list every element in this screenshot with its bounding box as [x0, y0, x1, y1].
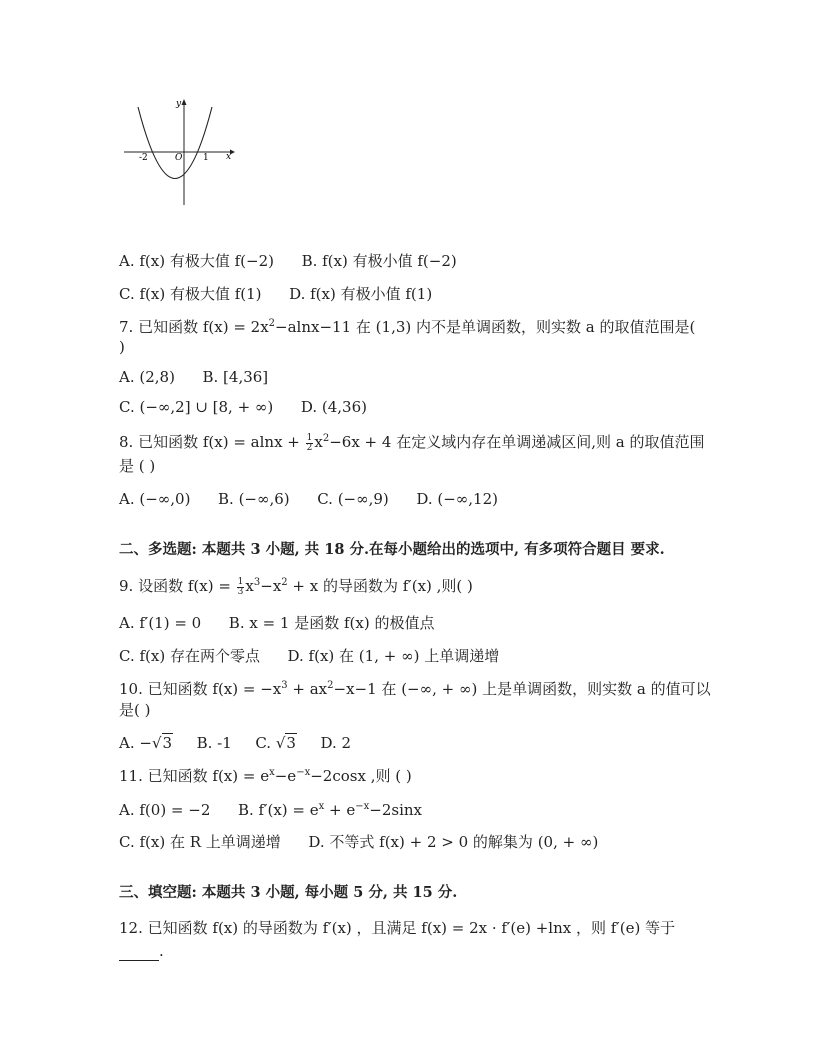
q9-stem-post: + x 的导函数为 f′(x) ,则( ) [287, 577, 473, 595]
q6-options-row2 [119, 284, 432, 304]
q6-option-a[interactable]: A. f(x) 有极大值 f(−2) [119, 252, 274, 270]
tick-label-1: 1 [203, 153, 209, 163]
q7-option-b[interactable]: B. [4,36] [202, 368, 269, 386]
q10-option-a-radicand: 3 [162, 734, 173, 752]
q10-option-c-radicand: 3 [286, 734, 296, 752]
q8-stem-x: x [314, 433, 323, 451]
q8-frac-num: 1 [306, 432, 313, 443]
q8-option-a[interactable]: A. (−∞,0) [119, 490, 191, 508]
q10-stem-line2: 是( ) [119, 701, 151, 719]
q10-option-b[interactable]: B. -1 [196, 734, 232, 752]
q8-option-c[interactable]: C. (−∞,9) [317, 490, 389, 508]
q9-mid: −x [260, 577, 282, 595]
section3-heading: 三、填空题: 本题共 3 小题, 每小题 5 分, 共 15 分. [119, 884, 458, 901]
tick-label-neg2: -2 [139, 153, 148, 163]
q8-fraction [306, 434, 314, 453]
q10-mid: + ax [287, 680, 328, 698]
q6-option-b[interactable]: B. f(x) 有极小值 f(−2) [301, 252, 457, 270]
q11-option-b[interactable] [238, 801, 422, 819]
q6-option-d[interactable]: D. f(x) 有极小值 f(1) [289, 285, 433, 303]
q8-frac-den: 2 [306, 442, 313, 453]
q9-option-b[interactable]: B. x = 1 是函数 f(x) 的极值点 [228, 614, 435, 632]
q11-options-row2 [119, 832, 598, 852]
q10-option-c-pre: C. [255, 734, 276, 752]
q10-sup1: 3 [281, 680, 288, 691]
q12-answer-line [119, 941, 164, 961]
q11-option-a[interactable]: A. f(0) = −2 [119, 801, 211, 819]
q9-sup2: 2 [281, 577, 288, 588]
q7-stem-sup: 2 [268, 318, 276, 329]
q7-option-a[interactable]: A. (2,8) [119, 368, 175, 386]
q9-option-d[interactable]: D. f(x) 在 (1, + ∞) 上单调递增 [287, 647, 500, 665]
x-axis-label: x [226, 152, 232, 162]
q11-stem-post: −2cosx ,则 ( ) [310, 767, 412, 785]
function-graph [122, 95, 242, 210]
parabola-curve [138, 107, 212, 179]
q11-mid: −e [274, 767, 297, 785]
q7-stem-pre: 7. 已知函数 f(x) = 2x [119, 318, 269, 336]
q11-option-b-sup1: x [318, 801, 325, 812]
q6-option-c[interactable]: C. f(x) 有极大值 f(1) [119, 285, 262, 303]
q9-frac-den: 3 [237, 586, 244, 597]
q8-stem-post: −6x + 4 在定义域内存在单调递减区间,则 a 的取值范围 [329, 433, 705, 451]
q8-options [119, 489, 498, 509]
q11-options-row1 [119, 800, 422, 820]
q10-stem [119, 679, 711, 699]
q11-option-c[interactable]: C. f(x) 在 R 上单调递增 [119, 833, 281, 851]
origin-label: O [175, 153, 183, 163]
q10-option-a[interactable] [119, 734, 173, 752]
q9-options-row2 [119, 646, 499, 666]
q10-stem-post: −x−1 在 (−∞, + ∞) 上是单调函数，则实数 a 的值可以 [333, 680, 711, 698]
q9-option-c[interactable]: C. f(x) 存在两个零点 [119, 647, 260, 665]
q10-option-a-pre: A. − [119, 734, 152, 752]
q8-stem [119, 432, 704, 453]
q9-stem [119, 576, 473, 597]
sqrt-sign: √3 [151, 734, 173, 752]
q11-sup2: −x [296, 767, 311, 778]
q7-stem [119, 317, 695, 337]
q11-option-d[interactable]: D. 不等式 f(x) + 2 > 0 的解集为 (0, + ∞) [308, 833, 599, 851]
q11-option-b-mid: + e [324, 801, 356, 819]
q8-stem-sup: 2 [322, 433, 330, 444]
q9-option-a[interactable]: A. f′(1) = 0 [119, 614, 202, 632]
q8-option-b[interactable]: B. (−∞,6) [218, 490, 290, 508]
q10-sup2: 2 [327, 680, 334, 691]
q12-tail: . [159, 942, 164, 960]
q9-options-row1 [119, 613, 434, 633]
q11-option-b-post: −2sinx [369, 801, 423, 819]
q11-stem [119, 766, 412, 786]
q10-stem-pre: 10. 已知函数 f(x) = −x [119, 680, 282, 698]
q8-option-d[interactable]: D. (−∞,12) [416, 490, 498, 508]
section2-heading: 二、多选题: 本题共 3 小题, 共 18 分.在每小题给出的选项中, 有多项符合题目 要求. [119, 541, 665, 558]
q9-stem-x: x [245, 577, 254, 595]
q9-frac-num: 1 [237, 576, 244, 587]
q9-sup1: 3 [253, 577, 261, 588]
q8-stem-line2: 是 ( ) [119, 457, 156, 475]
q10-options [119, 733, 351, 753]
q11-option-b-sup2: −x [355, 801, 370, 812]
q10-option-c[interactable] [255, 734, 297, 752]
q7-option-d[interactable]: D. (4,36) [300, 398, 367, 416]
q9-fraction [237, 578, 245, 597]
q8-stem-pre: 8. 已知函数 f(x) = alnx + [119, 433, 305, 451]
q7-option-c[interactable]: C. (−∞,2] ∪ [8, + ∞) [119, 398, 274, 416]
q12-answer-blank[interactable] [119, 946, 159, 961]
q9-stem-pre: 9. 设函数 f(x) = [119, 577, 236, 595]
q11-stem-pre: 11. 已知函数 f(x) = e [119, 767, 270, 785]
q7-options-row1 [119, 367, 268, 387]
q11-option-b-pre: B. f′(x) = e [237, 801, 319, 819]
y-axis-arrow [182, 99, 187, 105]
q12-stem: 12. 已知函数 f(x) 的导函数为 f′(x) ，且满足 f(x) = 2x · f′(e) +lnx ，则 f′(e) 等于 [119, 919, 676, 937]
q6-options-row1 [119, 251, 457, 271]
sqrt-sign: √3 [275, 734, 296, 752]
q11-sup1: x [269, 767, 275, 778]
y-axis-label: y [176, 99, 182, 109]
q7-options-row2 [119, 397, 367, 417]
q7-stem-line2: ) [119, 338, 125, 356]
q7-stem-post: −alnx−11 在 (1,3) 内不是单调函数，则实数 a 的取值范围是( [275, 318, 696, 336]
q10-option-d[interactable]: D. 2 [320, 734, 352, 752]
